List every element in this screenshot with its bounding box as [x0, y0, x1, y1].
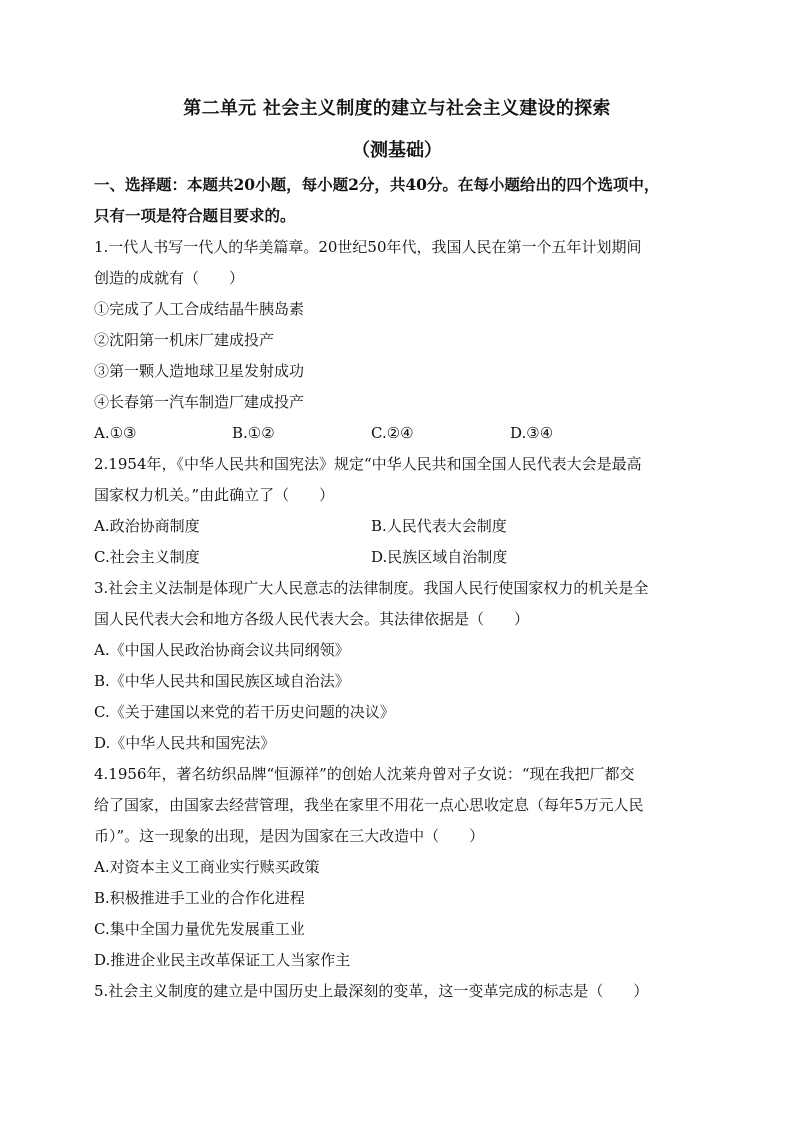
question-3-option-d: D.《中华人民共和国宪法》 [94, 734, 276, 752]
question-1-option-a: A.①③ [94, 424, 137, 442]
question-4-stem-line-3: 币）”。这一现象的出现，是因为国家在三大改造中（ ） [94, 827, 485, 845]
question-4-stem-line-2: 给了国家，由国家去经营管理，我坐在家里不用花一点心思收定息（每年5万元人民 [94, 796, 644, 814]
section-heading-line-2: 只有一项是符合题目要求的。 [94, 206, 296, 225]
question-4-option-a: A.对资本主义工商业实行赎买政策 [94, 858, 320, 876]
question-1-option-c: C.②④ [371, 424, 414, 442]
question-3-stem-line-1: 3.社会主义法制是体现广大人民意志的法律制度。我国人民行使国家权力的机关是全 [94, 579, 649, 597]
question-3-option-b: B.《中华人民共和国民族区域自治法》 [94, 672, 350, 690]
document-subtitle: （测基础） [352, 140, 442, 161]
question-1-item-2: ②沈阳第一机床厂建成投产 [94, 331, 275, 349]
question-2-option-a: A.政治协商制度 [94, 517, 200, 535]
question-2-option-d: D.民族区域自治制度 [371, 548, 508, 566]
question-2-option-b: B.人民代表大会制度 [371, 517, 507, 535]
question-1-item-4: ④长春第一汽车制造厂建成投产 [94, 393, 305, 411]
question-4-option-c: C.集中全国力量优先发展重工业 [94, 920, 305, 938]
question-1-option-d: D.③④ [510, 424, 554, 442]
question-4-option-d: D.推进企业民主改革保证工人当家作主 [94, 951, 351, 969]
question-5-stem-line-1: 5.社会主义制度的建立是中国历史上最深刻的变革，这一变革完成的标志是（ ） [94, 982, 649, 1000]
question-2-stem-line-2: 国家权力机关。”由此确立了（ ） [94, 486, 335, 504]
question-2-option-c: C.社会主义制度 [94, 548, 200, 566]
question-3-stem-line-2: 国人民代表大会和地方各级人民代表大会。其法律依据是（ ） [94, 610, 530, 628]
question-2-stem-line-1: 2.1954年，《中华人民共和国宪法》规定“中华人民共和国全国人民代表大会是最高 [94, 455, 642, 473]
question-3-option-c: C.《关于建国以来党的若干历史问题的决议》 [94, 703, 395, 721]
question-1-item-3: ③第一颗人造地球卫星发射成功 [94, 362, 305, 380]
question-4-stem-line-1: 4.1956年，著名纺织品牌“恒源祥”的创始人沈莱舟曾对子女说：“现在我把厂都交 [94, 765, 635, 783]
question-1-item-1: ①完成了人工合成结晶牛胰岛素 [94, 300, 305, 318]
section-heading-line-1: 一、选择题：本题共20小题，每小题2分，共40分。在每小题给出的四个选项中， [94, 175, 660, 194]
question-1-stem-line-1: 1.一代人书写一代人的华美篇章。20世纪50年代，我国人民在第一个五年计划期间 [94, 238, 642, 256]
question-1-stem-line-2: 创造的成就有（ ） [94, 269, 245, 287]
question-1-option-b: B.①② [232, 424, 275, 442]
question-3-option-a: A.《中国人民政治协商会议共同纲领》 [94, 641, 350, 659]
question-4-option-b: B.积极推进手工业的合作化进程 [94, 889, 305, 907]
document-title: 第二单元 社会主义制度的建立与社会主义建设的探索 [183, 98, 611, 119]
